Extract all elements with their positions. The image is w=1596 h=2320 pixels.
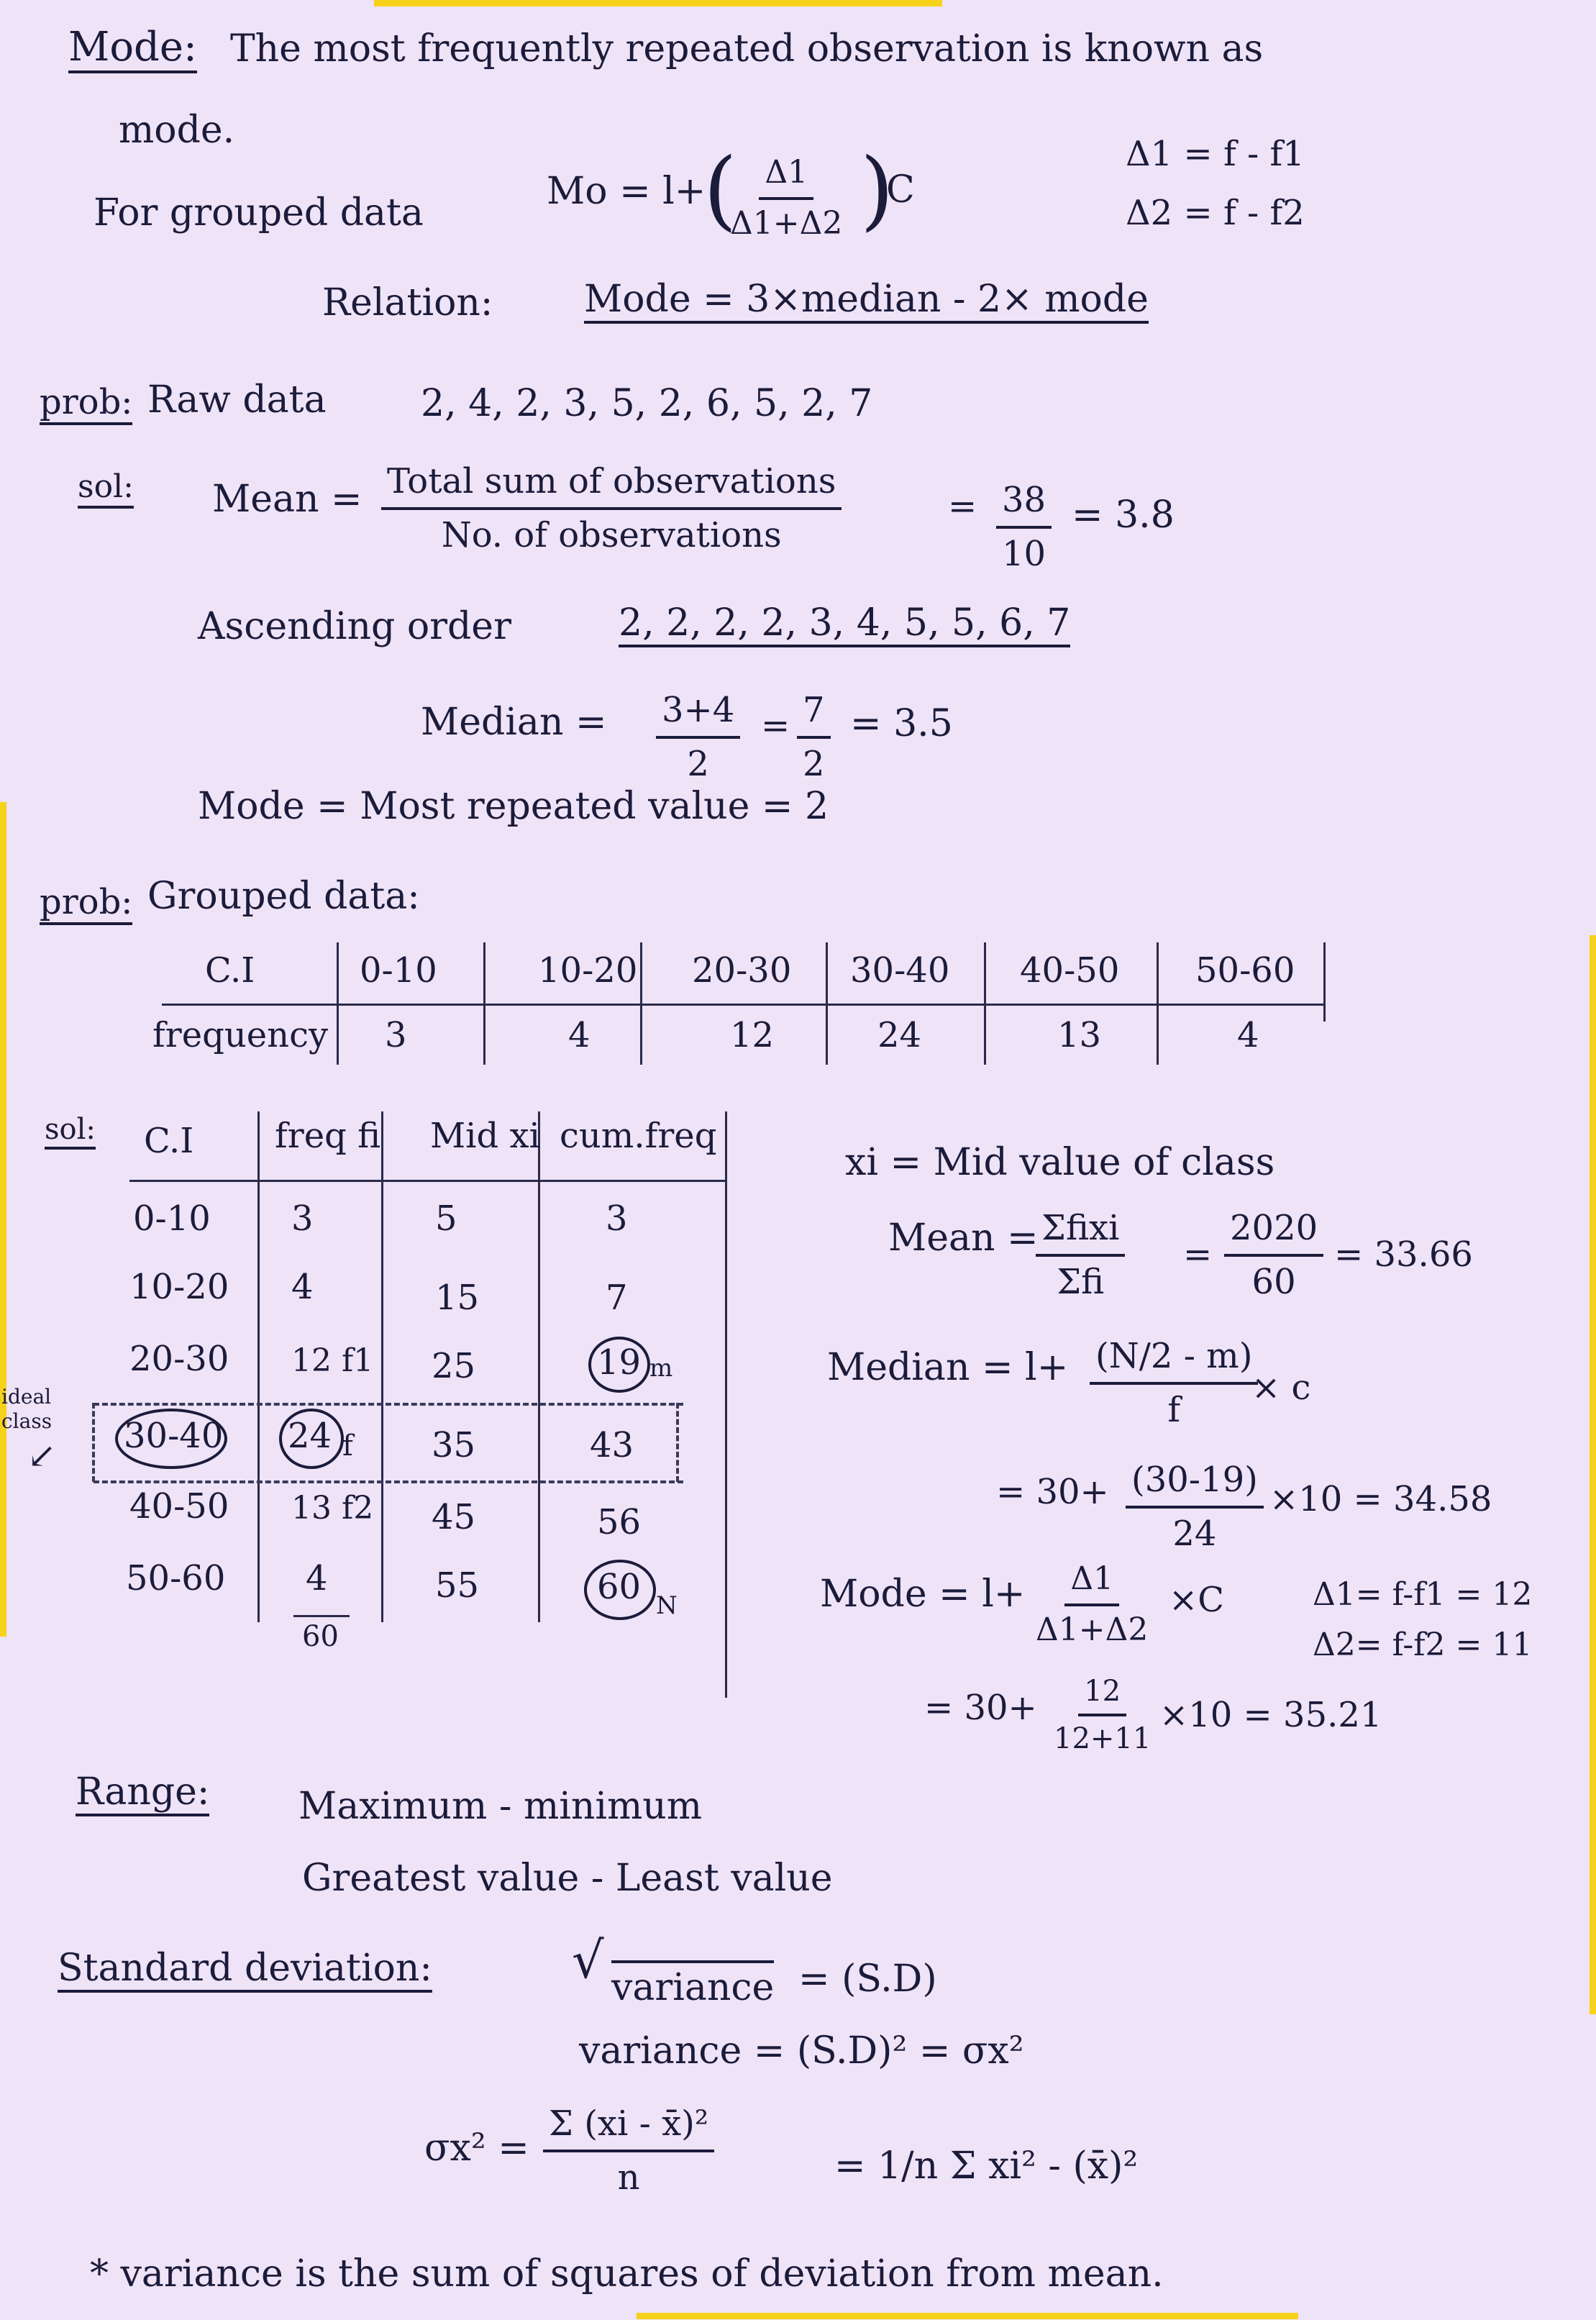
grouped-freq-header: frequency bbox=[152, 1015, 329, 1055]
solution-table-divider-1 bbox=[257, 1111, 260, 1622]
range-line-1: Maximum - minimum bbox=[298, 1785, 703, 1828]
grouped-mean-lhs: Mean = bbox=[888, 1216, 1039, 1260]
solution-row-3-cum: 43 bbox=[590, 1425, 634, 1465]
grouped-mean-value-numerator: 2020 bbox=[1224, 1209, 1323, 1257]
raw-median-equals: = bbox=[761, 706, 790, 746]
mode-heading: Mode: bbox=[68, 27, 197, 73]
grouped-mean-fraction bbox=[1036, 1209, 1125, 1302]
grouped-mode-delta1: Δ1= f-f1 = 12 bbox=[1313, 1576, 1533, 1613]
grouped-mode-denominator: Δ1+Δ2 bbox=[1036, 1611, 1149, 1648]
grouped-mean-value-denominator: 60 bbox=[1251, 1262, 1296, 1303]
grouped-mode-fraction bbox=[1036, 1561, 1148, 1648]
grouped-median-sub-numerator: (30-19) bbox=[1126, 1460, 1264, 1509]
solution-row-4-ci: 40-50 bbox=[129, 1486, 229, 1527]
mode-formula-tail: C bbox=[886, 168, 915, 211]
grouped-median-numerator: (N/2 - m) bbox=[1090, 1337, 1258, 1385]
grouped-table-divider-5 bbox=[984, 942, 986, 1065]
range-line-2: Greatest value - Least value bbox=[302, 1857, 833, 1900]
solution-row-3-mid: 35 bbox=[432, 1425, 476, 1465]
grouped-class-4: 40-50 bbox=[1020, 950, 1120, 991]
solution-row-0-cum: 3 bbox=[606, 1198, 628, 1239]
solution-header-freq: freq fi bbox=[275, 1116, 381, 1156]
highlight-stroke-right bbox=[1590, 935, 1596, 2014]
grouped-mode-sub-denominator: 12+11 bbox=[1054, 1722, 1152, 1755]
ascending-label: Ascending order bbox=[198, 605, 511, 648]
grouped-median-lhs: Median = l+ bbox=[827, 1346, 1069, 1389]
solution-row-3-ci: 30-40 bbox=[124, 1416, 224, 1456]
sigma-numerator: Σ (xi - x̄)² bbox=[543, 2104, 714, 2152]
solution-row-2-mid: 25 bbox=[432, 1346, 476, 1386]
grouped-class-2: 20-30 bbox=[692, 950, 792, 991]
mode-definition: The most frequently repeated observation is known as bbox=[230, 27, 1264, 70]
grouped-prob-label: prob: bbox=[40, 885, 132, 925]
sigma-rhs: = 1/n Σ xi² - (x̄)² bbox=[834, 2144, 1139, 2188]
solution-table-divider-2 bbox=[381, 1111, 383, 1622]
sqrt-variance: variance bbox=[611, 1960, 774, 2006]
variance-note: * variance is the sum of squares of deviation from mean. bbox=[90, 2252, 1164, 2296]
solution-row-2-freq: 12 f1 bbox=[291, 1342, 374, 1379]
raw-mean-value-numerator: 38 bbox=[996, 481, 1052, 529]
solution-row-0-freq: 3 bbox=[291, 1198, 314, 1239]
grouped-class-5: 50-60 bbox=[1195, 950, 1295, 991]
mode-formula-paren-close: ) bbox=[860, 140, 894, 240]
sqrt-symbol: √ bbox=[572, 1931, 604, 1990]
freq-total: 60 bbox=[302, 1620, 339, 1653]
highlight-stroke-bottom bbox=[637, 2313, 1298, 2319]
ideal-class-arrow: ↙ bbox=[27, 1436, 57, 1476]
grouped-class-0: 0-10 bbox=[360, 950, 437, 991]
raw-median-num-2: 7 bbox=[797, 691, 831, 739]
solution-row-5-mid: 55 bbox=[435, 1565, 480, 1606]
grouped-mode-tail: ×C bbox=[1169, 1580, 1224, 1620]
raw-mean-denominator: No. of observations bbox=[441, 515, 782, 556]
solution-row-4-mid: 45 bbox=[432, 1497, 476, 1537]
grouped-median-sub-lhs: = 30+ bbox=[996, 1472, 1109, 1512]
highlight-stroke-top bbox=[374, 0, 942, 6]
mode-formula-fraction bbox=[730, 155, 842, 242]
solution-row-1-cum: 7 bbox=[606, 1278, 628, 1318]
mode-formula-numerator: Δ1 bbox=[759, 155, 813, 200]
solution-row-1-mid: 15 bbox=[435, 1278, 480, 1318]
raw-mean-result: = 3.8 bbox=[1072, 493, 1175, 537]
raw-prob-values: 2, 4, 2, 3, 5, 2, 6, 5, 2, 7 bbox=[421, 382, 873, 425]
ideal-class-dashed-top bbox=[94, 1403, 683, 1406]
grouped-mode-sub-fraction bbox=[1054, 1675, 1151, 1755]
xi-definition: xi = Mid value of class bbox=[845, 1141, 1275, 1184]
solution-row-0-ci: 0-10 bbox=[133, 1198, 211, 1239]
ideal-class-note: ideal class bbox=[1, 1385, 53, 1433]
mode-formula-paren-open: ( bbox=[703, 140, 737, 240]
highlight-stroke-left bbox=[0, 802, 6, 1637]
raw-median-lhs: Median = bbox=[421, 701, 607, 744]
grouped-mode-sub-numerator: 12 bbox=[1078, 1675, 1126, 1716]
solution-row-2-ci: 20-30 bbox=[129, 1339, 229, 1379]
grouped-mode-lhs: Mode = l+ bbox=[820, 1573, 1026, 1616]
grouped-class-1: 10-20 bbox=[538, 950, 638, 991]
grouped-median-sub-tail: ×10 = 34.58 bbox=[1269, 1479, 1492, 1519]
solution-table-divider-4 bbox=[725, 1111, 727, 1698]
ideal-class-dashed-left bbox=[92, 1403, 95, 1482]
grouped-mode-sub-lhs: = 30+ bbox=[924, 1688, 1037, 1728]
grouped-freq-2: 12 bbox=[730, 1015, 775, 1055]
raw-median-num-1: 3+4 bbox=[656, 691, 740, 739]
grouped-freq-5: 4 bbox=[1237, 1015, 1259, 1055]
solution-row-3-freq: 24 bbox=[288, 1416, 332, 1456]
mode-definition-end: mode. bbox=[119, 109, 235, 152]
relation-formula: Mode = 3×median - 2× mode bbox=[584, 281, 1149, 324]
grouped-table-divider-1 bbox=[337, 942, 339, 1065]
grouped-table-divider-4 bbox=[826, 942, 828, 1065]
solution-row-4-freq: 13 f2 bbox=[291, 1490, 374, 1527]
solution-row-5-cum: 60 bbox=[597, 1567, 642, 1607]
n-marker: N bbox=[656, 1591, 678, 1620]
grouped-freq-1: 4 bbox=[568, 1015, 590, 1055]
raw-mean-value-fraction bbox=[996, 481, 1052, 574]
sigma-fraction bbox=[543, 2104, 714, 2198]
grouped-freq-3: 24 bbox=[877, 1015, 922, 1055]
raw-mean-fraction bbox=[381, 462, 842, 555]
grouped-label: For grouped data bbox=[94, 191, 424, 235]
solution-row-5-ci: 50-60 bbox=[126, 1558, 226, 1598]
grouped-mode-sub-tail: ×10 = 35.21 bbox=[1159, 1695, 1382, 1735]
raw-median-fraction-1 bbox=[656, 691, 740, 784]
solution-table-divider-3 bbox=[538, 1111, 540, 1622]
raw-median-result: = 3.5 bbox=[850, 702, 953, 745]
grouped-mode-delta2: Δ2= f-f2 = 11 bbox=[1313, 1627, 1533, 1663]
sigma-lhs: σx² = bbox=[424, 2126, 529, 2170]
ideal-class-dashed-right bbox=[676, 1403, 679, 1482]
solution-header-ci: C.I bbox=[144, 1121, 194, 1161]
ideal-class-dashed-bottom bbox=[94, 1480, 683, 1483]
delta1-definition: Δ1 = f - f1 bbox=[1126, 134, 1305, 174]
sd-heading: Standard deviation: bbox=[58, 1950, 432, 1993]
grouped-median-fraction bbox=[1090, 1337, 1258, 1430]
solution-table-header-rule bbox=[129, 1180, 726, 1182]
mode-formula-lhs: Mo = l+ bbox=[547, 170, 706, 213]
freq-total-rule bbox=[293, 1615, 350, 1617]
raw-median-fraction-2 bbox=[797, 691, 831, 784]
range-heading: Range: bbox=[76, 1773, 209, 1816]
raw-mean-lhs: Mean = bbox=[212, 478, 362, 521]
solution-row-0-mid: 5 bbox=[435, 1198, 457, 1239]
raw-mean-value-denominator: 10 bbox=[1002, 534, 1046, 575]
ascending-values: 2, 2, 2, 2, 3, 4, 5, 5, 6, 7 bbox=[619, 604, 1070, 647]
raw-prob-title: Raw data bbox=[147, 378, 327, 422]
solution-row-5-freq: 4 bbox=[306, 1558, 328, 1598]
raw-mode-line: Mode = Most repeated value = 2 bbox=[198, 785, 829, 828]
grouped-mean-result: = 33.66 bbox=[1334, 1234, 1473, 1275]
grouped-median-denominator: f bbox=[1167, 1390, 1181, 1431]
grouped-class-3: 30-40 bbox=[850, 950, 950, 991]
solution-header-cumfreq: cum.freq bbox=[560, 1116, 717, 1156]
grouped-table-divider-6 bbox=[1157, 942, 1159, 1065]
raw-sol-label: sol: bbox=[78, 471, 134, 509]
sd-rhs: = (S.D) bbox=[798, 1957, 937, 2001]
grouped-prob-title: Grouped data: bbox=[147, 875, 420, 918]
delta2-definition: Δ2 = f - f2 bbox=[1126, 193, 1305, 233]
solution-row-2-cum: 19 bbox=[597, 1342, 642, 1383]
raw-prob-label: prob: bbox=[40, 385, 132, 425]
m-marker: m bbox=[649, 1354, 673, 1383]
raw-mean-numerator: Total sum of observations bbox=[381, 462, 842, 510]
sigma-denominator: n bbox=[617, 2157, 640, 2198]
grouped-mode-numerator: Δ1 bbox=[1064, 1561, 1119, 1606]
grouped-median-sub-denominator: 24 bbox=[1172, 1514, 1217, 1555]
raw-mean-equals: = bbox=[948, 486, 977, 527]
solution-row-1-freq: 4 bbox=[291, 1267, 314, 1307]
solution-row-4-cum: 56 bbox=[597, 1502, 642, 1542]
grouped-table-divider-7 bbox=[1323, 942, 1326, 1022]
raw-median-den-2: 2 bbox=[803, 744, 825, 785]
grouped-table-divider-3 bbox=[640, 942, 642, 1065]
grouped-mean-equals: = bbox=[1183, 1234, 1213, 1275]
f-marker: f bbox=[342, 1429, 353, 1462]
grouped-median-tail: × c bbox=[1251, 1368, 1311, 1408]
grouped-mean-denominator: Σfi bbox=[1057, 1262, 1105, 1303]
grouped-ci-header: C.I bbox=[205, 950, 255, 991]
mode-formula-denominator: Δ1+Δ2 bbox=[730, 204, 843, 242]
solution-row-1-ci: 10-20 bbox=[129, 1267, 229, 1307]
relation-label: Relation: bbox=[322, 281, 493, 324]
table-sol-label: sol: bbox=[45, 1115, 96, 1150]
grouped-median-sub-fraction bbox=[1126, 1460, 1264, 1554]
grouped-freq-4: 13 bbox=[1057, 1015, 1102, 1055]
grouped-table-divider-2 bbox=[483, 942, 485, 1065]
variance-line: variance = (S.D)² = σx² bbox=[579, 2029, 1024, 2073]
grouped-mean-numerator: Σfixi bbox=[1036, 1209, 1125, 1257]
solution-header-mid: Mid xi bbox=[430, 1116, 540, 1156]
grouped-mean-value-fraction bbox=[1224, 1209, 1323, 1302]
grouped-freq-0: 3 bbox=[385, 1015, 407, 1055]
raw-median-den-1: 2 bbox=[687, 744, 709, 785]
